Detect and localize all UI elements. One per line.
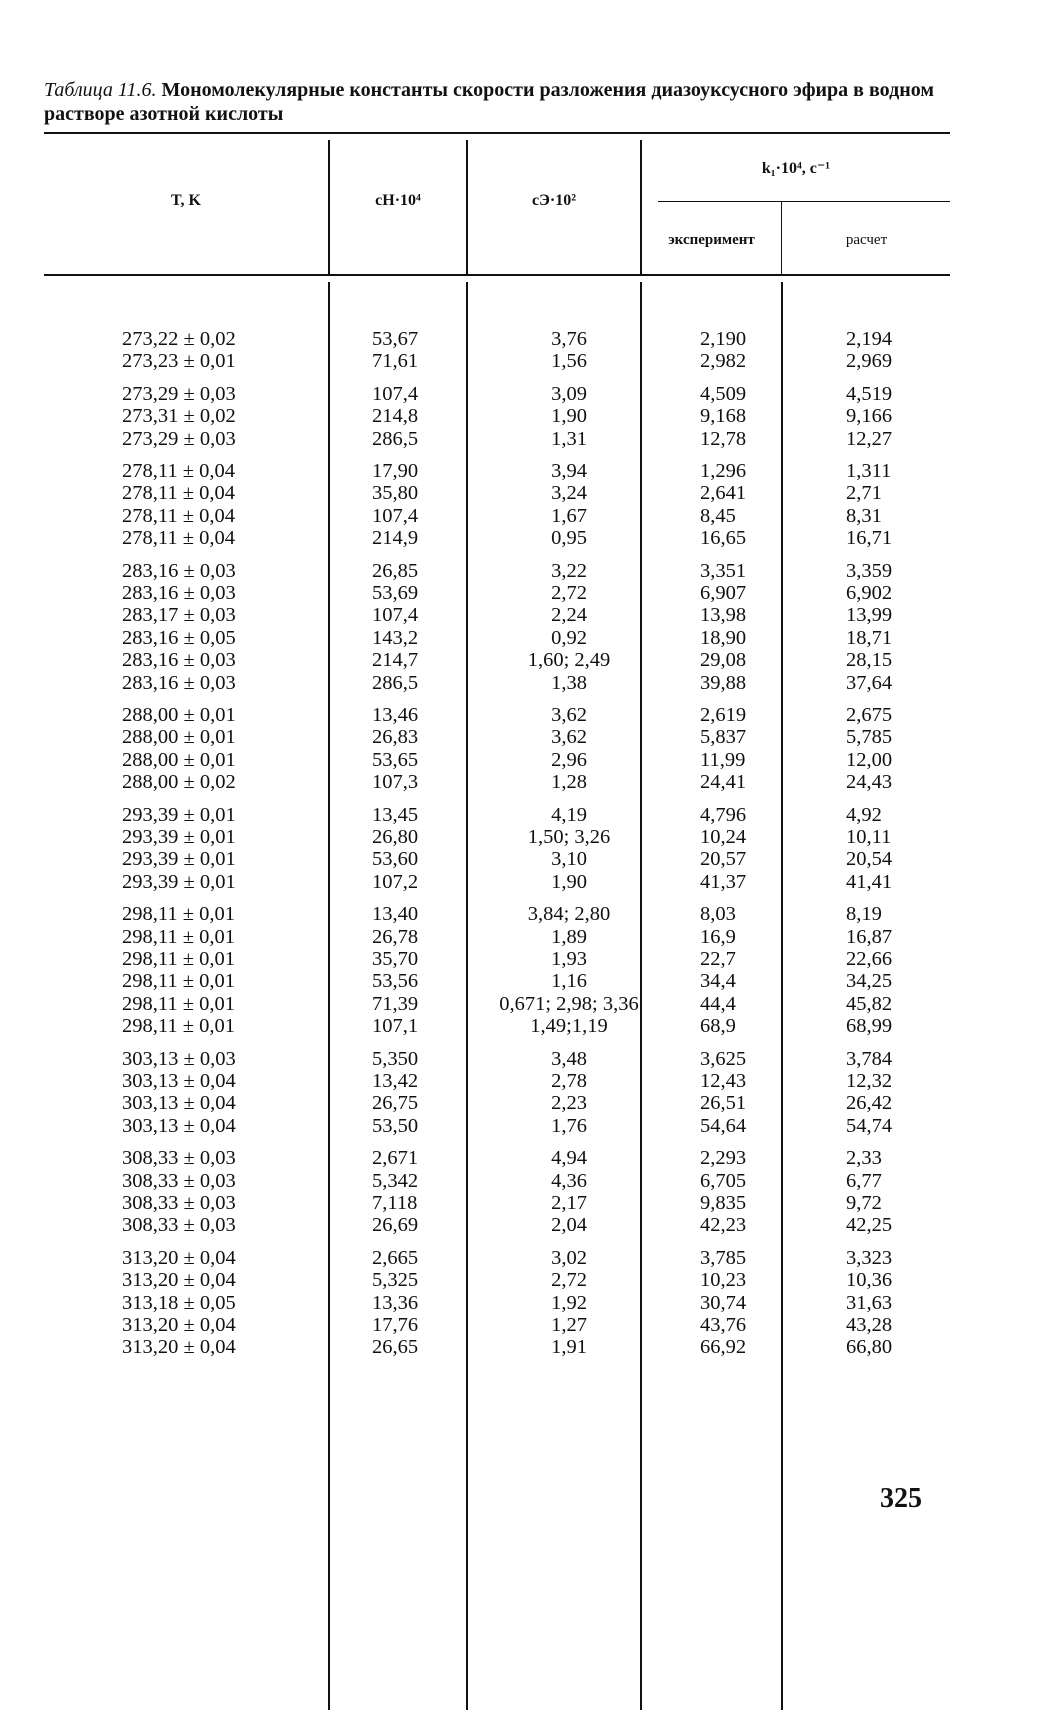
cell-temperature: 313,20 ± 0,04 (122, 1246, 236, 1269)
cell-acid-concentration: 107,4 (372, 504, 419, 527)
cell-acid-concentration: 107,2 (372, 870, 419, 893)
cell-k1-experiment: 2,293 (700, 1147, 747, 1170)
cell-ester-concentration: 4,94 (551, 1147, 587, 1170)
table-header-rule (44, 274, 950, 276)
cell-temperature: 293,39 ± 0,01 (122, 870, 236, 893)
column-divider (781, 282, 783, 1710)
cell-ester-concentration: 4,36 (551, 1169, 587, 1192)
cell-k1-calc: 18,71 (846, 626, 893, 649)
cell-ester-concentration: 1,27 (551, 1314, 587, 1336)
cell-k1-calc: 2,194 (846, 328, 893, 350)
cell-temperature: 283,16 ± 0,03 (122, 671, 236, 694)
cell-acid-concentration: 7,118 (372, 1192, 418, 1214)
cell-k1-calc: 41,41 (846, 870, 893, 893)
cell-k1-experiment: 6,705 (700, 1169, 747, 1192)
cell-k1-experiment: 8,45 (700, 504, 736, 527)
cell-acid-concentration: 107,1 (372, 1015, 419, 1038)
cell-k1-experiment: 68,9 (700, 1015, 736, 1038)
cell-temperature: 308,33 ± 0,03 (122, 1214, 236, 1237)
cell-k1-calc: 6,902 (846, 582, 893, 604)
cell-temperature: 283,16 ± 0,03 (122, 559, 236, 582)
cell-k1-experiment: 44,4 (700, 992, 736, 1015)
cell-k1-calc: 2,969 (846, 350, 893, 373)
cell-acid-concentration: 143,2 (372, 626, 419, 649)
cell-ester-concentration: 3,09 (551, 382, 587, 405)
column-divider (781, 202, 782, 274)
cell-temperature: 298,11 ± 0,01 (122, 948, 235, 970)
cell-k1-calc: 4,92 (846, 803, 882, 826)
table-caption (44, 78, 944, 126)
cell-temperature: 273,22 ± 0,02 (122, 328, 236, 350)
cell-k1-calc: 12,32 (846, 1070, 893, 1092)
cell-k1-calc: 5,785 (846, 726, 893, 749)
k1-header-rule (658, 201, 950, 202)
cell-k1-experiment: 39,88 (700, 671, 747, 694)
cell-acid-concentration: 71,61 (372, 350, 419, 373)
cell-k1-experiment: 42,23 (700, 1214, 747, 1237)
cell-ester-concentration: 2,23 (551, 1092, 587, 1115)
cell-k1-calc: 10,11 (846, 826, 892, 848)
cell-k1-calc: 4,519 (846, 382, 893, 405)
cell-temperature: 308,33 ± 0,03 (122, 1192, 236, 1214)
cell-ester-concentration: 1,90 (551, 405, 587, 428)
cell-ester-concentration: 4,19 (551, 803, 587, 826)
cell-ester-concentration: 2,72 (551, 582, 587, 604)
cell-temperature: 308,33 ± 0,03 (122, 1169, 236, 1192)
header-ester-concentration: cЭ·10² (531, 192, 577, 209)
cell-acid-concentration: 286,5 (372, 671, 419, 694)
cell-k1-experiment: 9,168 (700, 405, 747, 428)
cell-ester-concentration: 1,49;1,19 (530, 1015, 608, 1038)
cell-k1-calc: 37,64 (846, 671, 893, 694)
cell-acid-concentration: 107,4 (372, 382, 419, 405)
cell-acid-concentration: 35,70 (372, 948, 419, 970)
cell-temperature: 303,13 ± 0,04 (122, 1114, 236, 1137)
cell-ester-concentration: 2,17 (551, 1192, 587, 1214)
cell-ester-concentration: 2,04 (551, 1214, 587, 1237)
cell-acid-concentration: 107,4 (372, 604, 419, 627)
cell-temperature: 273,23 ± 0,01 (122, 350, 236, 373)
header-rate-constant: k₁·10⁴, с⁻¹ (761, 160, 831, 177)
cell-k1-experiment: 6,907 (700, 582, 747, 604)
header-acid-concentration: cH·10⁴ (375, 192, 421, 209)
cell-temperature: 293,39 ± 0,01 (122, 826, 236, 848)
header-experiment: эксперимент (668, 232, 755, 248)
cell-k1-experiment: 12,43 (700, 1070, 747, 1092)
cell-ester-concentration: 2,72 (551, 1269, 587, 1292)
cell-k1-calc: 3,359 (846, 559, 893, 582)
cell-acid-concentration: 286,5 (372, 427, 419, 450)
cell-acid-concentration: 53,50 (372, 1114, 419, 1137)
cell-k1-calc: 8,19 (846, 903, 882, 926)
cell-k1-calc: 12,27 (846, 427, 893, 450)
cell-temperature: 283,16 ± 0,03 (122, 649, 236, 672)
cell-temperature: 278,11 ± 0,04 (122, 527, 235, 550)
cell-temperature: 298,11 ± 0,01 (122, 903, 235, 926)
cell-k1-calc: 22,66 (846, 948, 893, 970)
cell-temperature: 273,29 ± 0,03 (122, 382, 236, 405)
cell-acid-concentration: 13,46 (372, 704, 419, 726)
cell-ester-concentration: 0,92 (551, 626, 587, 649)
cell-temperature: 303,13 ± 0,03 (122, 1047, 236, 1070)
cell-acid-concentration: 26,65 (372, 1336, 419, 1359)
cell-acid-concentration: 5,342 (372, 1169, 419, 1192)
table-caption-lead: Таблица 11.6. (44, 79, 157, 101)
cell-acid-concentration: 26,83 (372, 726, 419, 749)
cell-ester-concentration: 1,92 (551, 1291, 587, 1314)
cell-k1-experiment: 18,90 (700, 626, 747, 649)
cell-k1-calc: 1,311 (846, 460, 892, 482)
cell-ester-concentration: 1,76 (551, 1114, 587, 1137)
cell-k1-calc: 24,43 (846, 771, 893, 794)
cell-k1-experiment: 16,9 (700, 925, 736, 948)
cell-acid-concentration: 26,80 (372, 826, 419, 848)
cell-acid-concentration: 53,56 (372, 970, 419, 993)
table-top-rule (44, 132, 950, 134)
cell-k1-calc: 54,74 (846, 1114, 893, 1137)
cell-k1-experiment: 13,98 (700, 604, 747, 627)
cell-ester-concentration: 1,28 (551, 771, 587, 794)
cell-k1-calc: 10,36 (846, 1269, 893, 1292)
cell-temperature: 278,11 ± 0,04 (122, 504, 235, 527)
cell-temperature: 293,39 ± 0,01 (122, 848, 236, 871)
cell-temperature: 288,00 ± 0,01 (122, 704, 236, 726)
cell-k1-experiment: 10,24 (700, 826, 747, 848)
cell-k1-experiment: 29,08 (700, 649, 747, 672)
cell-k1-calc: 34,25 (846, 970, 893, 993)
cell-temperature: 283,16 ± 0,05 (122, 626, 236, 649)
cell-k1-calc: 16,87 (846, 925, 893, 948)
cell-ester-concentration: 1,93 (551, 948, 587, 970)
cell-k1-calc: 2,33 (846, 1147, 882, 1170)
cell-temperature: 298,11 ± 0,01 (122, 925, 235, 948)
cell-k1-calc: 16,71 (846, 527, 893, 550)
cell-k1-calc: 9,72 (846, 1192, 882, 1214)
cell-k1-experiment: 2,982 (700, 350, 747, 373)
cell-k1-calc: 42,25 (846, 1214, 893, 1237)
cell-ester-concentration: 3,94 (551, 460, 587, 482)
cell-ester-concentration: 3,84; 2,80 (527, 903, 611, 926)
cell-ester-concentration: 0,95 (551, 527, 587, 550)
cell-acid-concentration: 5,350 (372, 1047, 419, 1070)
cell-acid-concentration: 2,671 (372, 1147, 419, 1170)
cell-temperature: 283,16 ± 0,03 (122, 582, 236, 604)
cell-acid-concentration: 26,85 (372, 559, 419, 582)
cell-acid-concentration: 214,7 (372, 649, 419, 672)
cell-acid-concentration: 5,325 (372, 1269, 419, 1292)
cell-acid-concentration: 53,69 (372, 582, 419, 604)
cell-ester-concentration: 3,22 (551, 559, 587, 582)
cell-ester-concentration: 1,56 (551, 350, 587, 373)
cell-k1-experiment: 24,41 (700, 771, 747, 794)
cell-k1-experiment: 30,74 (700, 1291, 747, 1314)
cell-ester-concentration: 0,671; 2,98; 3,36 (499, 992, 639, 1015)
page-number: 325 (880, 1483, 922, 1514)
cell-k1-experiment: 22,7 (700, 948, 736, 970)
cell-ester-concentration: 3,10 (551, 848, 587, 871)
cell-temperature: 273,29 ± 0,03 (122, 427, 236, 450)
cell-temperature: 298,11 ± 0,01 (122, 1015, 235, 1038)
column-divider (466, 282, 468, 1710)
cell-k1-experiment: 54,64 (700, 1114, 747, 1137)
cell-ester-concentration: 2,78 (551, 1070, 587, 1092)
cell-ester-concentration: 3,62 (551, 704, 587, 726)
cell-acid-concentration: 71,39 (372, 992, 419, 1015)
cell-k1-calc: 8,31 (846, 504, 882, 527)
cell-k1-calc: 9,166 (846, 405, 893, 428)
cell-ester-concentration: 3,62 (551, 726, 587, 749)
header-calculation: расчет (845, 232, 888, 248)
cell-temperature: 293,39 ± 0,01 (122, 803, 236, 826)
cell-k1-experiment: 12,78 (700, 427, 747, 450)
cell-ester-concentration: 1,31 (551, 427, 587, 450)
cell-k1-experiment: 2,619 (700, 704, 747, 726)
cell-k1-experiment: 43,76 (700, 1314, 747, 1336)
cell-temperature: 283,17 ± 0,03 (122, 604, 236, 627)
cell-k1-experiment: 1,296 (700, 460, 747, 482)
cell-k1-experiment: 41,37 (700, 870, 747, 893)
cell-ester-concentration: 3,24 (551, 482, 587, 505)
cell-k1-calc: 20,54 (846, 848, 893, 871)
cell-ester-concentration: 1,89 (551, 925, 587, 948)
cell-k1-experiment: 34,4 (700, 970, 736, 993)
cell-ester-concentration: 1,16 (551, 970, 587, 993)
cell-ester-concentration: 1,50; 3,26 (527, 826, 611, 848)
cell-k1-calc: 3,784 (846, 1047, 893, 1070)
cell-k1-experiment: 16,65 (700, 527, 747, 550)
cell-k1-calc: 26,42 (846, 1092, 893, 1115)
cell-temperature: 288,00 ± 0,01 (122, 726, 236, 749)
cell-ester-concentration: 1,60; 2,49 (527, 649, 611, 672)
cell-temperature: 288,00 ± 0,01 (122, 748, 236, 771)
cell-acid-concentration: 13,45 (372, 803, 419, 826)
cell-k1-calc: 45,82 (846, 992, 893, 1015)
cell-temperature: 298,11 ± 0,01 (122, 970, 235, 993)
cell-k1-experiment: 8,03 (700, 903, 736, 926)
cell-ester-concentration: 2,96 (551, 748, 587, 771)
cell-acid-concentration: 214,8 (372, 405, 419, 428)
cell-temperature: 313,18 ± 0,05 (122, 1291, 236, 1314)
cell-temperature: 303,13 ± 0,04 (122, 1092, 236, 1115)
cell-k1-experiment: 3,785 (700, 1246, 747, 1269)
cell-temperature: 313,20 ± 0,04 (122, 1314, 236, 1336)
cell-ester-concentration: 2,24 (551, 604, 587, 627)
cell-acid-concentration: 53,65 (372, 748, 419, 771)
cell-ester-concentration: 1,67 (551, 504, 587, 527)
cell-temperature: 288,00 ± 0,02 (122, 771, 236, 794)
cell-k1-calc: 13,99 (846, 604, 893, 627)
cell-temperature: 313,20 ± 0,04 (122, 1336, 236, 1359)
cell-k1-experiment: 9,835 (700, 1192, 747, 1214)
cell-ester-concentration: 3,76 (551, 328, 587, 350)
cell-k1-experiment: 10,23 (700, 1269, 747, 1292)
cell-acid-concentration: 214,9 (372, 527, 419, 550)
cell-k1-calc: 68,99 (846, 1015, 893, 1038)
cell-temperature: 308,33 ± 0,03 (122, 1147, 236, 1170)
cell-acid-concentration: 17,90 (372, 460, 419, 482)
cell-temperature: 298,11 ± 0,01 (122, 992, 235, 1015)
cell-temperature: 273,31 ± 0,02 (122, 405, 236, 428)
cell-k1-experiment: 11,99 (700, 748, 746, 771)
header-temperature: T, K (171, 192, 201, 209)
cell-acid-concentration: 2,665 (372, 1246, 419, 1269)
cell-temperature: 303,13 ± 0,04 (122, 1070, 236, 1092)
cell-acid-concentration: 26,69 (372, 1214, 419, 1237)
cell-acid-concentration: 53,60 (372, 848, 419, 871)
cell-ester-concentration: 1,90 (551, 870, 587, 893)
cell-k1-experiment: 20,57 (700, 848, 747, 871)
cell-temperature: 278,11 ± 0,04 (122, 460, 235, 482)
cell-k1-calc: 66,80 (846, 1336, 893, 1359)
cell-ester-concentration: 3,48 (551, 1047, 587, 1070)
cell-k1-calc: 12,00 (846, 748, 893, 771)
cell-temperature: 313,20 ± 0,04 (122, 1269, 236, 1292)
cell-acid-concentration: 17,76 (372, 1314, 419, 1336)
cell-k1-experiment: 2,190 (700, 328, 747, 350)
cell-k1-calc: 3,323 (846, 1246, 893, 1269)
cell-acid-concentration: 26,78 (372, 925, 419, 948)
cell-k1-experiment: 4,509 (700, 382, 747, 405)
cell-k1-experiment: 5,837 (700, 726, 747, 749)
cell-k1-experiment: 4,796 (700, 803, 747, 826)
cell-ester-concentration: 1,38 (551, 671, 587, 694)
cell-k1-calc: 2,71 (846, 482, 882, 505)
cell-k1-experiment: 2,641 (700, 482, 747, 505)
cell-acid-concentration: 13,42 (372, 1070, 419, 1092)
cell-acid-concentration: 53,67 (372, 328, 419, 350)
cell-temperature: 278,11 ± 0,04 (122, 482, 235, 505)
column-divider (328, 282, 330, 1710)
cell-k1-calc: 6,77 (846, 1169, 882, 1192)
table-caption-text: Мономолекулярные константы скорости разложения диазоуксусного эфира в водном растворе азотной кислоты (44, 79, 934, 125)
cell-k1-calc: 2,675 (846, 704, 893, 726)
cell-acid-concentration: 35,80 (372, 482, 419, 505)
cell-acid-concentration: 13,36 (372, 1291, 419, 1314)
cell-ester-concentration: 1,91 (551, 1336, 587, 1359)
cell-k1-experiment: 26,51 (700, 1092, 747, 1115)
cell-k1-calc: 43,28 (846, 1314, 893, 1336)
cell-k1-experiment: 3,351 (700, 559, 747, 582)
cell-acid-concentration: 26,75 (372, 1092, 419, 1115)
cell-k1-experiment: 3,625 (700, 1047, 747, 1070)
cell-k1-experiment: 66,92 (700, 1336, 747, 1359)
cell-acid-concentration: 13,40 (372, 903, 419, 926)
cell-ester-concentration: 3,02 (551, 1246, 587, 1269)
cell-k1-calc: 31,63 (846, 1291, 893, 1314)
cell-acid-concentration: 107,3 (372, 771, 419, 794)
cell-k1-calc: 28,15 (846, 649, 893, 672)
